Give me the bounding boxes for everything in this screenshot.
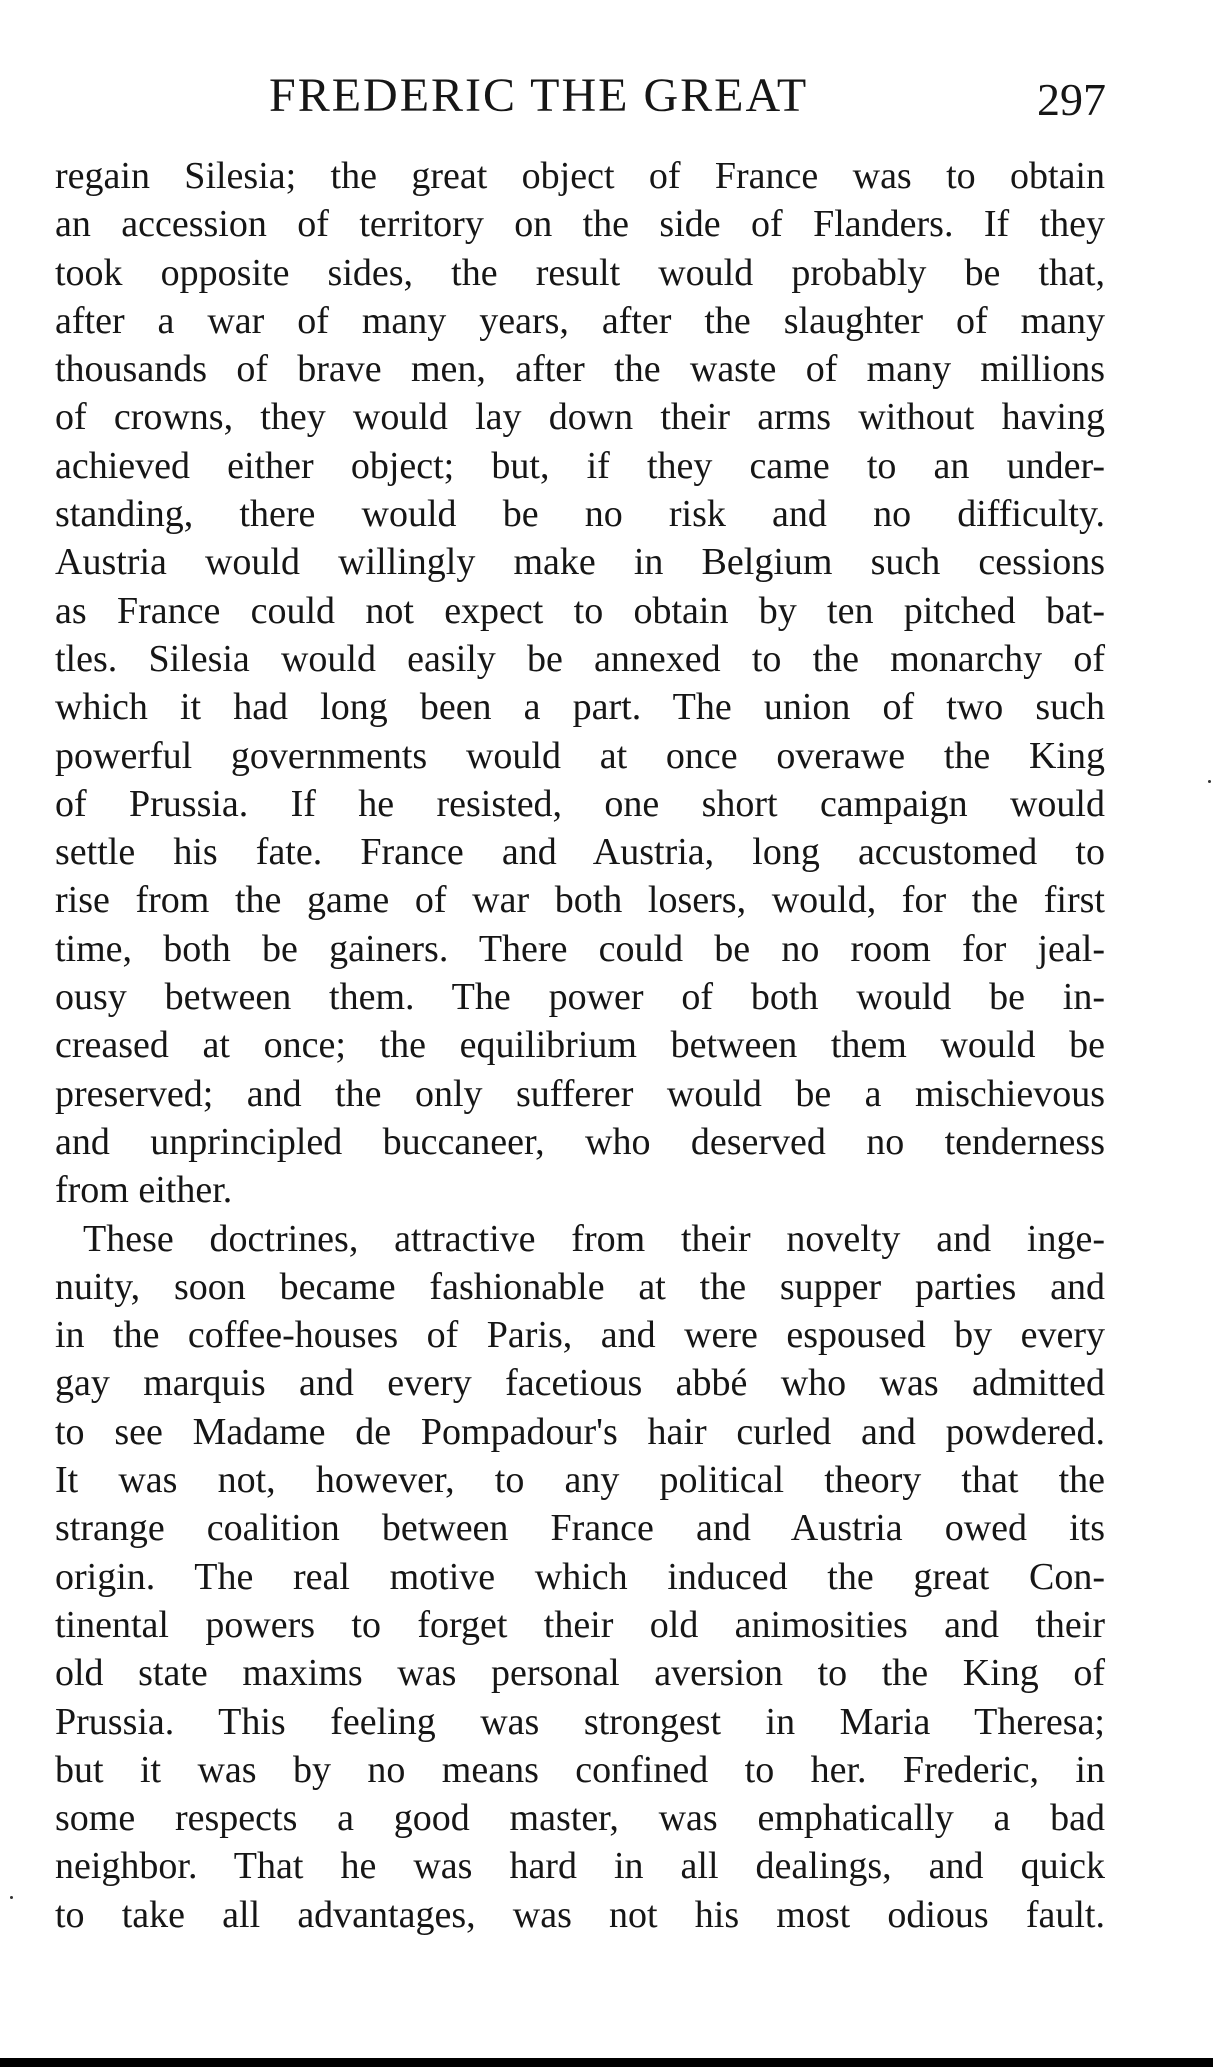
scan-speck <box>1208 780 1211 783</box>
text-line: gay marquis and every facetious abbé who was admitted <box>55 1362 1105 1405</box>
text-line: in the coffee-houses of Paris, and were espoused by every <box>55 1314 1105 1357</box>
text-line: standing, there would be no risk and no difficulty. <box>55 493 1105 536</box>
text-line: some respects a good master, was emphatically a bad <box>55 1797 1105 1840</box>
body-text <box>55 152 1105 1939</box>
text-line: powerful governments would at once overawe the King <box>55 734 1105 777</box>
text-line: took opposite sides, the result would probably be that, <box>55 251 1105 294</box>
text-line: old state maxims was personal aversion to the King of <box>55 1652 1105 1695</box>
text-line: achieved either object; but, if they came to an under- <box>55 444 1105 487</box>
text-line: strange coalition between France and Austria owed its <box>55 1507 1105 1550</box>
text-line: of crowns, they would lay down their arms without having <box>55 396 1105 439</box>
text-line: creased at once; the equilibrium between them would be <box>55 1024 1105 1067</box>
text-line: Prussia. This feeling was strongest in Maria Theresa; <box>55 1700 1105 1743</box>
page-number: 297 <box>1037 74 1106 125</box>
text-line: regain Silesia; the great object of France was to obtain <box>55 155 1105 197</box>
text-line: to take all advantages, was not his most odious fault. <box>55 1893 1105 1936</box>
text-line: rise from the game of war both losers, would, for the first <box>55 879 1105 922</box>
text-line: settle his fate. France and Austria, long accustomed to <box>55 831 1105 874</box>
text-line: tinental powers to forget their old animosities and their <box>55 1603 1105 1646</box>
text-line: It was not, however, to any political theory that the <box>55 1459 1105 1502</box>
text-line: after a war of many years, after the slaughter of many <box>55 299 1105 342</box>
text-line: to see Madame de Pompadour's hair curled and powdered. <box>55 1410 1105 1453</box>
text-line: nuity, soon became fashionable at the supper parties and <box>55 1265 1105 1308</box>
text-line: and unprincipled buccaneer, who deserved no tenderness <box>55 1120 1105 1163</box>
text-line: ousy between them. The power of both would be in- <box>55 976 1105 1019</box>
paragraph-1 <box>55 152 1105 1215</box>
text-line: thousands of brave men, after the waste of many millions <box>55 348 1105 391</box>
text-line: time, both be gainers. There could be no room for jeal- <box>55 927 1105 970</box>
text-line: which it had long been a part. The union of two such <box>55 686 1105 729</box>
text-line: Austria would willingly make in Belgium such cessions <box>55 541 1105 584</box>
text-line: an accession of territory on the side of Flanders. If they <box>55 203 1105 246</box>
running-head <box>0 66 1213 126</box>
text-line: from either. <box>55 1169 233 1212</box>
text-line: of Prussia. If he resisted, one short campaign would <box>55 782 1105 825</box>
text-line: but it was by no means confined to her. Frederic, in <box>55 1748 1105 1791</box>
text-line: neighbor. That he was hard in all dealings, and quick <box>55 1845 1105 1888</box>
running-head-title: FREDERIC THE GREAT <box>269 69 809 122</box>
text-line: origin. The real motive which induced the great Con- <box>55 1555 1105 1598</box>
page-bottom-rule <box>0 2058 1213 2067</box>
text-line: as France could not expect to obtain by ten pitched bat- <box>55 589 1105 632</box>
text-line: tles. Silesia would easily be annexed to the monarchy of <box>55 637 1105 680</box>
paragraph-2 <box>55 1215 1105 1939</box>
text-line: These doctrines, attractive from their novelty and inge- <box>83 1217 1105 1260</box>
text-line: preserved; and the only sufferer would be a mischievous <box>55 1072 1105 1115</box>
scan-speck <box>10 1896 13 1899</box>
